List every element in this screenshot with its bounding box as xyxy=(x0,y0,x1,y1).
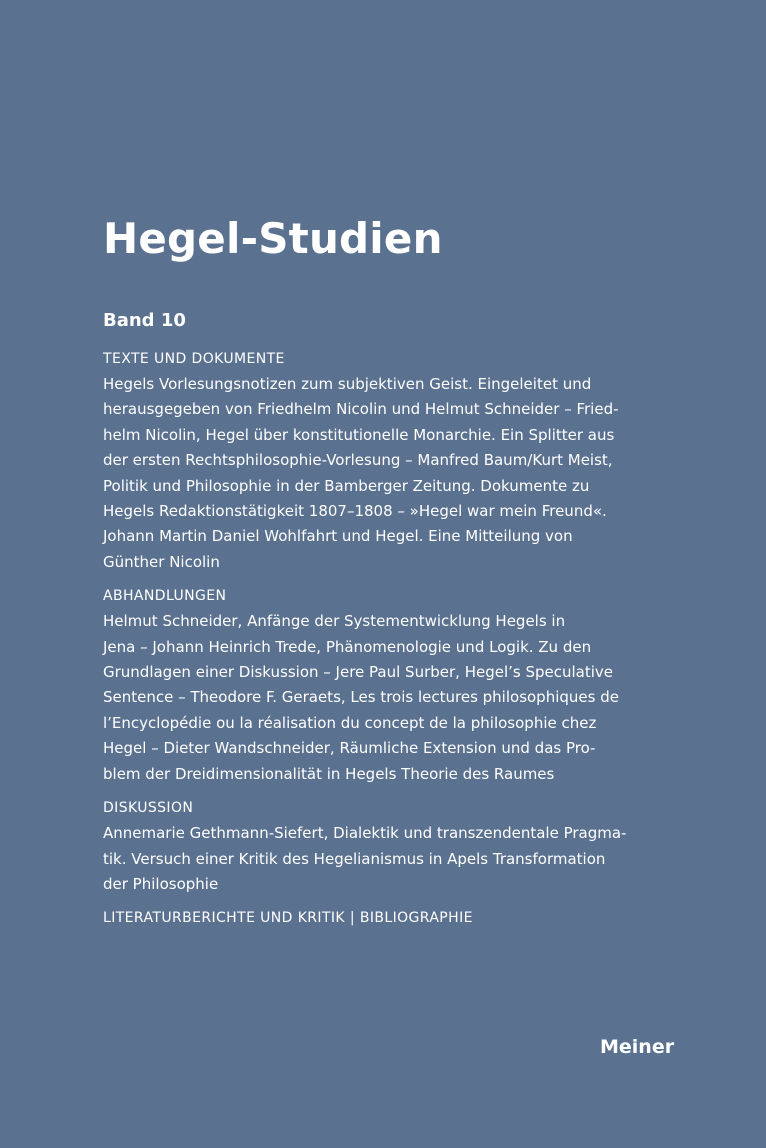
section-spacer xyxy=(103,787,663,795)
section-text-line: Annemarie Gethmann-Siefert, Dialektik und transzendentale Pragma- xyxy=(103,824,627,843)
section-spacer xyxy=(103,575,663,583)
section-text-line: der ersten Rechtsphilosophie-Vorlesung – Manfred Baum/Kurt Meist, xyxy=(103,451,613,470)
section-text-line: Politik und Philosophie in der Bamberger Zeitung. Dokumente zu xyxy=(103,476,590,495)
section-text-line: Johann Martin Daniel Wohlfahrt und Hegel. Eine Mitteilung von xyxy=(103,527,573,546)
section-text-line: Helmut Schneider, Anfänge der Systementwicklung Hegels in xyxy=(103,612,566,631)
section-text-line: Grundlagen einer Diskussion – Jere Paul Surber, Hegel’s Speculative xyxy=(103,663,614,682)
book-title: Hegel-Studien xyxy=(103,214,443,263)
section-diskussion xyxy=(103,795,663,897)
section-text-line: Hegels Redaktionstätigkeit 1807–1808 – »Hegel war mein Freund«. xyxy=(103,502,607,521)
table-of-contents xyxy=(103,346,663,931)
section-text-line: Günther Nicolin xyxy=(103,552,220,571)
section-text-line: l’Encyclopédie ou la réalisation du concept de la philosophie chez xyxy=(103,713,597,732)
section-text-line: Sentence – Theodore F. Geraets, Les trois lectures philosophiques de xyxy=(103,688,619,707)
section-heading: ABHANDLUNGEN xyxy=(103,588,227,605)
section-heading: TEXTE UND DOKUMENTE xyxy=(103,351,285,367)
section-text-line: tik. Versuch einer Kritik des Hegelianismus in Apels Transformation xyxy=(103,849,606,868)
section-text-line: herausgegeben von Friedhelm Nicolin und Helmut Schneider – Fried- xyxy=(103,400,619,419)
publisher-logo: Meiner xyxy=(600,1036,675,1058)
section-literaturberichte xyxy=(103,905,663,931)
section-text-line: Hegel – Dieter Wandschneider, Räumliche Extension und das Pro- xyxy=(103,739,596,758)
section-heading: DISKUSSION xyxy=(103,800,194,817)
section-text-line: Hegels Vorlesungsnotizen zum subjektiven Geist. Eingeleitet und xyxy=(103,375,592,393)
section-text-line: der Philosophie xyxy=(103,874,219,893)
section-abhandlungen xyxy=(103,583,663,787)
section-text-line: blem der Dreidimensionalität in Hegels Theorie des Raumes xyxy=(103,764,555,783)
section-text-line: Jena – Johann Heinrich Trede, Phänomenologie und Logik. Zu den xyxy=(103,637,592,656)
section-texte-und-dokumente xyxy=(103,346,663,575)
volume-label: Band 10 xyxy=(103,310,186,331)
section-heading: LITERATURBERICHTE UND KRITIK | BIBLIOGRAPHIE xyxy=(103,910,473,927)
section-text-line: helm Nicolin, Hegel über konstitutionelle Monarchie. Ein Splitter aus xyxy=(103,425,615,444)
section-spacer xyxy=(103,897,663,905)
